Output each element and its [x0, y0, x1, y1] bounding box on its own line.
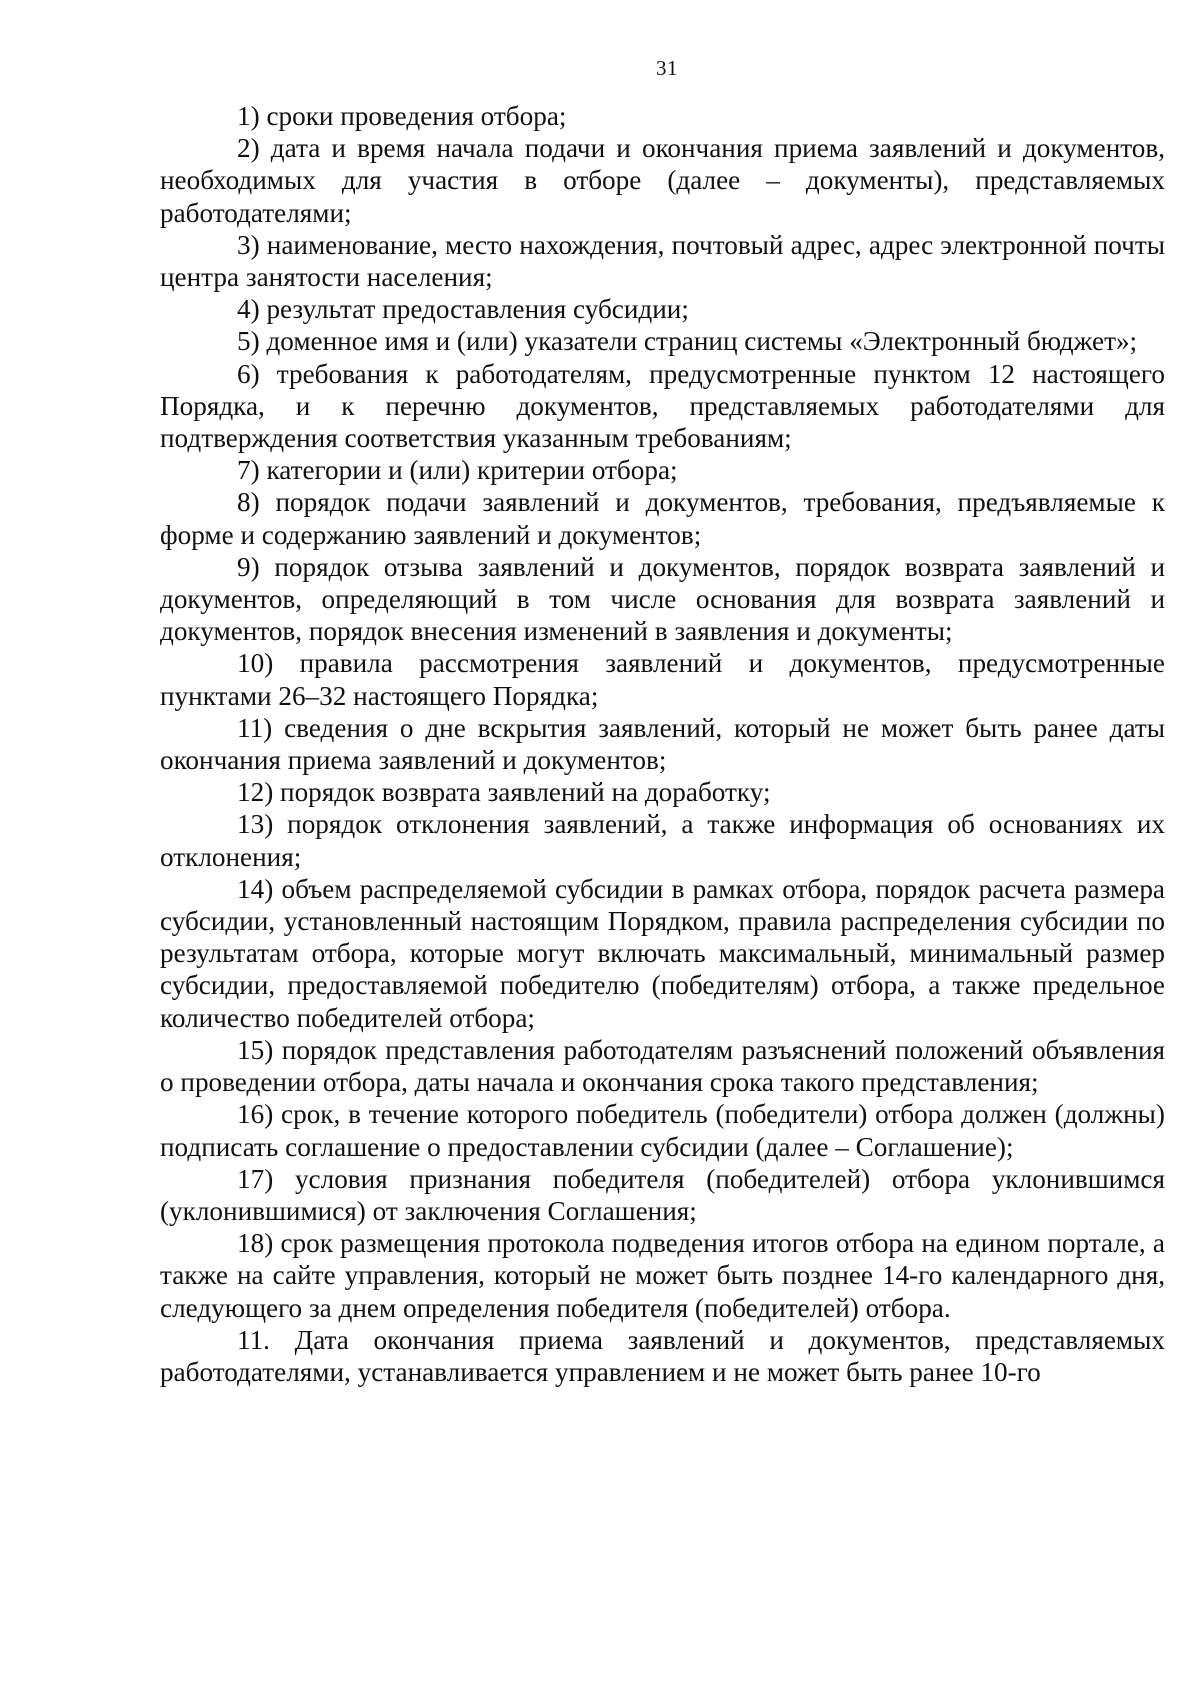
list-item-13: 13) порядок отклонения заявлений, а также информация об основаниях их отклонения; [160, 809, 1165, 872]
section-paragraph-11: 11. Дата окончания приема заявлений и документов, представляемых работодателями, устанавливается управлением и не может быть ранее 10-го [160, 1324, 1165, 1387]
list-item-14: 14) объем распределяемой субсидии в рамках отбора, порядок расчета размера субсидии, установленный настоящим Порядком, правила распределения субсидии по результатам отбора, которые могут включать максимальный, минимальный размер субсидии, предоставляемой победителю (победителям) отбора, а также предельное количество победителей отбора; [160, 873, 1165, 1033]
list-item-4: 4) результат предоставления субсидии; [237, 294, 689, 325]
list-item-18: 18) срок размещения протокола подведения итогов отбора на едином портале, а также на сайте управления, который не может быть позднее 14-го календарного дня, следующего за днем определения победителя (победителей) отбора. [160, 1228, 1165, 1323]
list-item-2: 2) дата и время начала подачи и окончания приема заявлений и документов, необходимых для участия в отборе (далее – документы), представляемых работодателями; [160, 133, 1165, 228]
list-item-15: 15) порядок представления работодателям разъяснений положений объявления о проведении отбора, даты начала и окончания срока такого представления; [160, 1034, 1165, 1098]
list-item-8: 8) порядок подачи заявлений и документов, требования, предъявляемые к форме и содержанию заявлений и документов; [160, 487, 1165, 550]
list-item-10: 10) правила рассмотрения заявлений и документов, предусмотренные пунктами 26–32 настоящего Порядка; [160, 648, 1165, 711]
list-item-5: 5) доменное имя и (или) указатели страниц системы «Электронный бюджет»; [237, 326, 1138, 357]
document-body [160, 100, 1165, 1388]
list-item-7: 7) категории и (или) критерии отбора; [237, 455, 678, 486]
list-item-12: 12) порядок возврата заявлений на доработку; [237, 777, 771, 808]
list-item-3: 3) наименование, место нахождения, почтовый адрес, адрес электронной почты центра занятости населения; [160, 229, 1165, 293]
list-item-16: 16) срок, в течение которого победитель (победители) отбора должен (должны) подписать соглашение о предоставлении субсидии (далее – Соглашение); [160, 1099, 1165, 1162]
list-item-6: 6) требования к работодателям, предусмотренные пунктом 12 настоящего Порядка, и к перечню документов, представляемых работодателями для подтверждения соответствия указанным требованиям; [160, 358, 1165, 454]
list-item-11: 11) сведения о дне вскрытия заявлений, который не может быть ранее даты окончания приема заявлений и документов; [160, 712, 1165, 776]
list-item-9: 9) порядок отзыва заявлений и документов, порядок возврата заявлений и документов, определяющий в том числе основания для возврата заявлений и документов, порядок внесения изменений в заявления и документы; [160, 551, 1165, 647]
list-item-17: 17) условия признания победителя (победителей) отбора уклонившимся (уклонившимися) от заключения Соглашения; [160, 1163, 1165, 1226]
list-item-1: 1) сроки проведения отбора; [237, 101, 567, 131]
page-number: 31 [656, 56, 678, 80]
